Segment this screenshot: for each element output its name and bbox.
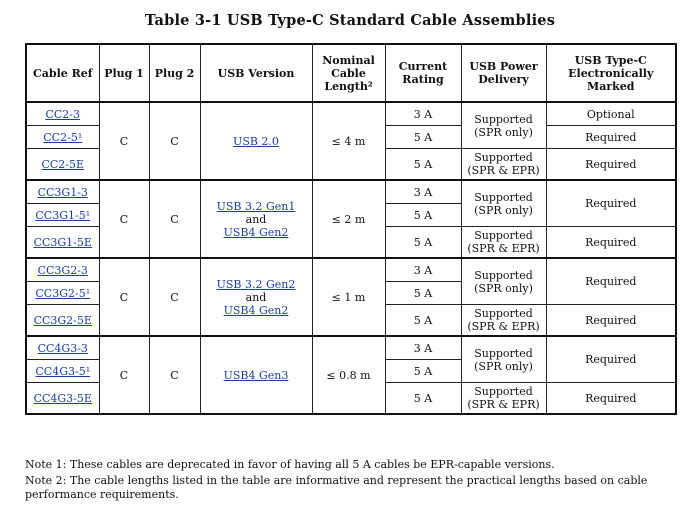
usb-version-link[interactable]: USB 3.2 Gen1 xyxy=(216,199,296,213)
marked-cell: Optional xyxy=(546,102,676,126)
pd-cell: Supported (SPR only) xyxy=(461,258,546,305)
current-cell: 5 A xyxy=(385,204,461,227)
cable-ref-link[interactable]: CC3G1-5E xyxy=(26,227,99,259)
header-power-delivery: USB Power Delivery xyxy=(461,44,546,102)
cable-ref-link[interactable]: CC2-5¹ xyxy=(26,126,99,149)
table-notes xyxy=(25,458,685,504)
header-current-rating: Current Rating xyxy=(385,44,461,102)
marked-cell: Required xyxy=(546,258,676,305)
length-cell: ≤ 4 m xyxy=(312,102,385,180)
current-cell: 3 A xyxy=(385,102,461,126)
current-cell: 3 A xyxy=(385,258,461,282)
pd-cell: Supported (SPR & EPR) xyxy=(461,149,546,181)
header-nominal-length: Nominal Cable Length² xyxy=(312,44,385,102)
plug1-cell: C xyxy=(99,258,149,336)
cable-ref-link[interactable]: CC2-5E xyxy=(26,149,99,181)
cable-ref-link[interactable]: CC3G2-5¹ xyxy=(26,282,99,305)
current-cell: 5 A xyxy=(385,383,461,415)
header-row xyxy=(26,44,676,102)
current-cell: 5 A xyxy=(385,360,461,383)
table-row xyxy=(26,102,676,126)
marked-cell: Required xyxy=(546,305,676,337)
marked-cell: Required xyxy=(546,383,676,415)
header-usb-version: USB Version xyxy=(200,44,312,102)
current-cell: 5 A xyxy=(385,227,461,259)
plug2-cell: C xyxy=(149,180,200,258)
current-cell: 5 A xyxy=(385,149,461,181)
usb-version-cell: USB 3.2 Gen2 and USB4 Gen2 xyxy=(200,258,312,336)
header-cable-ref: Cable Ref xyxy=(26,44,99,102)
length-cell: ≤ 1 m xyxy=(312,258,385,336)
header-plug2: Plug 2 xyxy=(149,44,200,102)
current-cell: 3 A xyxy=(385,180,461,204)
usb-version-link[interactable]: USB4 Gen2 xyxy=(223,225,289,239)
current-cell: 5 A xyxy=(385,282,461,305)
plug1-cell: C xyxy=(99,180,149,258)
header-electronically-marked: USB Type-C Electronically Marked xyxy=(546,44,676,102)
plug2-cell: C xyxy=(149,102,200,180)
marked-cell: Required xyxy=(546,149,676,181)
usb-version-link[interactable]: USB 2.0 xyxy=(233,134,279,148)
header-plug1: Plug 1 xyxy=(99,44,149,102)
marked-cell: Required xyxy=(546,227,676,259)
cable-ref-link[interactable]: CC4G3-5¹ xyxy=(26,360,99,383)
length-cell: ≤ 2 m xyxy=(312,180,385,258)
pd-cell: Supported (SPR only) xyxy=(461,180,546,227)
plug1-cell: C xyxy=(99,336,149,414)
marked-cell: Required xyxy=(546,180,676,227)
cable-assemblies-table xyxy=(25,43,677,415)
note-1: Note 1: These cables are deprecated in favor of having all 5 A cables be EPR-capable versions. xyxy=(25,458,555,471)
usb-version-link[interactable]: USB4 Gen2 xyxy=(223,303,289,317)
pd-cell: Supported (SPR & EPR) xyxy=(461,383,546,415)
table-row xyxy=(26,258,676,282)
current-cell: 5 A xyxy=(385,126,461,149)
usb-version-cell xyxy=(200,336,312,414)
marked-cell: Required xyxy=(546,336,676,383)
cable-ref-link[interactable]: CC2-3 xyxy=(26,102,99,126)
usb-version-cell: USB 3.2 Gen1 and USB4 Gen2 xyxy=(200,180,312,258)
table-title: Table 3-1 USB Type-C Standard Cable Assemblies xyxy=(144,12,556,29)
pd-cell: Supported (SPR & EPR) xyxy=(461,227,546,259)
marked-cell: Required xyxy=(546,126,676,149)
cable-ref-link[interactable]: CC3G1-3 xyxy=(26,180,99,204)
plug2-cell: C xyxy=(149,336,200,414)
pd-cell: Supported (SPR & EPR) xyxy=(461,305,546,337)
pd-cell: Supported (SPR only) xyxy=(461,102,546,149)
plug2-cell: C xyxy=(149,258,200,336)
current-cell: 3 A xyxy=(385,336,461,360)
usb-version-link[interactable]: USB 3.2 Gen2 xyxy=(216,277,296,291)
cable-ref-link[interactable]: CC3G1-5¹ xyxy=(26,204,99,227)
pd-cell: Supported (SPR only) xyxy=(461,336,546,383)
table-row xyxy=(26,180,676,204)
length-cell: ≤ 0.8 m xyxy=(312,336,385,414)
plug1-cell: C xyxy=(99,102,149,180)
cable-ref-link[interactable]: CC3G2-5E xyxy=(26,305,99,337)
cable-ref-link[interactable]: CC3G2-3 xyxy=(26,258,99,282)
usb-version-cell xyxy=(200,102,312,180)
cable-ref-link[interactable]: CC4G3-5E xyxy=(26,383,99,415)
table-row xyxy=(26,336,676,360)
note-2: Note 2: The cable lengths listed in the table are informative and represent the practical lengths based on cable performance requirements. xyxy=(25,474,648,501)
current-cell: 5 A xyxy=(385,305,461,337)
usb-version-link[interactable]: USB4 Gen3 xyxy=(223,368,289,382)
cable-ref-link[interactable]: CC4G3-3 xyxy=(26,336,99,360)
